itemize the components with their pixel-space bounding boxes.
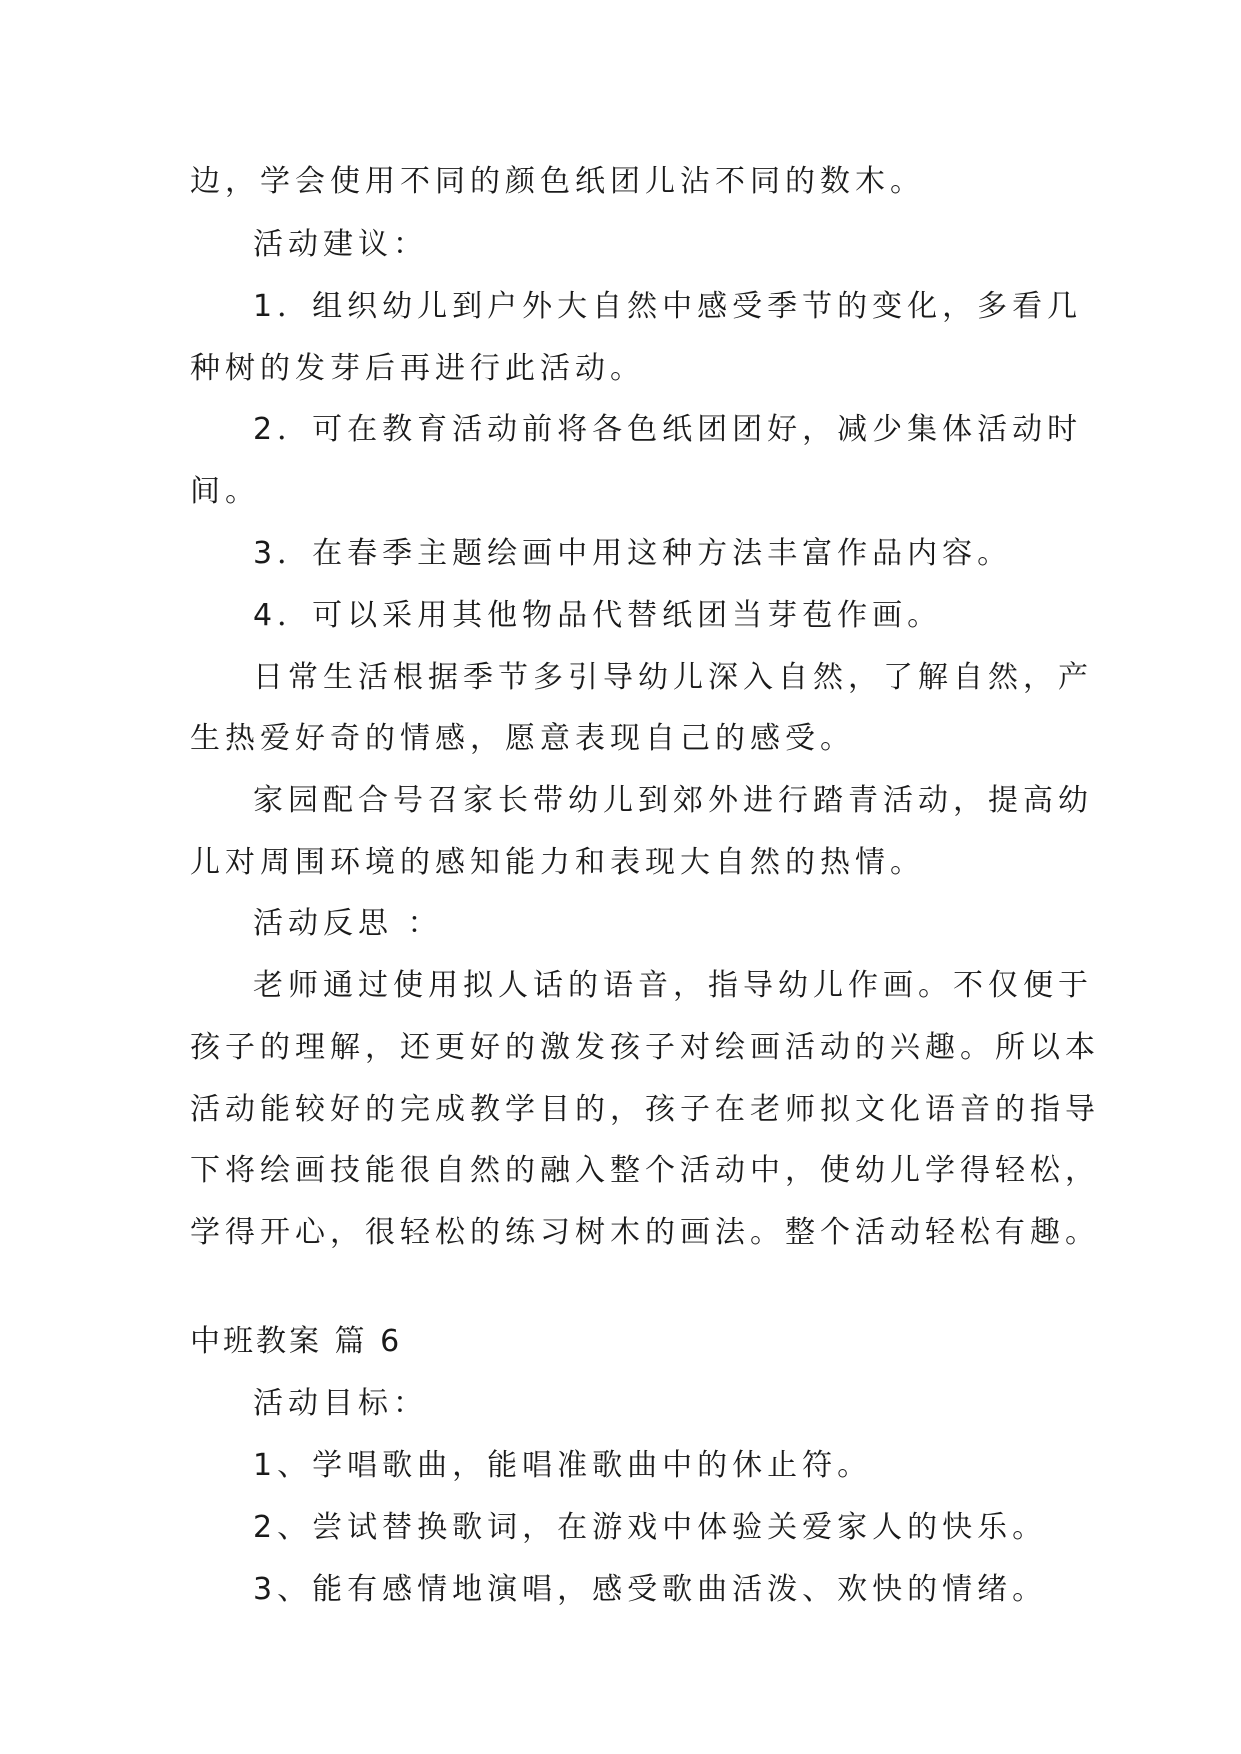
- paragraph-line: 间。: [190, 474, 260, 509]
- paragraph-line: 生热爱好奇的情感，愿意表现自己的感受。: [190, 721, 855, 756]
- paragraph-line: 老师通过使用拟人话的语音，指导幼儿作画。不仅便于: [253, 968, 1093, 1003]
- paragraph-line: 家园配合号召家长带幼儿到郊外进行踏青活动，提高幼: [253, 783, 1093, 818]
- paragraph-line: 1、学唱歌曲，能唱准歌曲中的休止符。: [253, 1448, 873, 1483]
- paragraph-line: 下将绘画技能很自然的融入整个活动中，使幼儿学得轻松，: [190, 1153, 1100, 1188]
- paragraph-line: 1．组织幼儿到户外大自然中感受季节的变化，多看几: [253, 289, 1083, 324]
- paragraph-line: 2、尝试替换歌词，在游戏中体验关爱家人的快乐。: [253, 1510, 1048, 1545]
- paragraph-line: 学得开心，很轻松的练习树木的画法。整个活动轻松有趣。: [190, 1215, 1100, 1250]
- paragraph-line: 儿对周围环境的感知能力和表现大自然的热情。: [190, 845, 925, 880]
- paragraph-line: 孩子的理解，还更好的激发孩子对绘画活动的兴趣。所以本: [190, 1030, 1100, 1065]
- paragraph-line: 种树的发芽后再进行此活动。: [190, 351, 645, 386]
- paragraph-line: 4．可以采用其他物品代替纸团当芽苞作画。: [253, 598, 943, 633]
- paragraph-line: 活动反思 ：: [253, 906, 443, 941]
- paragraph-line: 2．可在教育活动前将各色纸团团好，减少集体活动时: [253, 412, 1083, 447]
- paragraph-line: 活动建议：: [253, 227, 428, 262]
- paragraph-line: 3、能有感情地演唱，感受歌曲活泼、欢快的情绪。: [253, 1572, 1048, 1607]
- paragraph-line: 3．在春季主题绘画中用这种方法丰富作品内容。: [253, 536, 1013, 571]
- paragraph-line: 活动目标：: [253, 1386, 428, 1421]
- section-heading: 中班教案 篇 6: [190, 1324, 403, 1359]
- paragraph-line: 日常生活根据季节多引导幼儿深入自然，了解自然，产: [253, 660, 1093, 695]
- paragraph-line: 边，学会使用不同的颜色纸团儿沾不同的数木。: [190, 164, 925, 199]
- paragraph-line: 活动能较好的完成教学目的，孩子在老师拟文化语音的指导: [190, 1092, 1100, 1127]
